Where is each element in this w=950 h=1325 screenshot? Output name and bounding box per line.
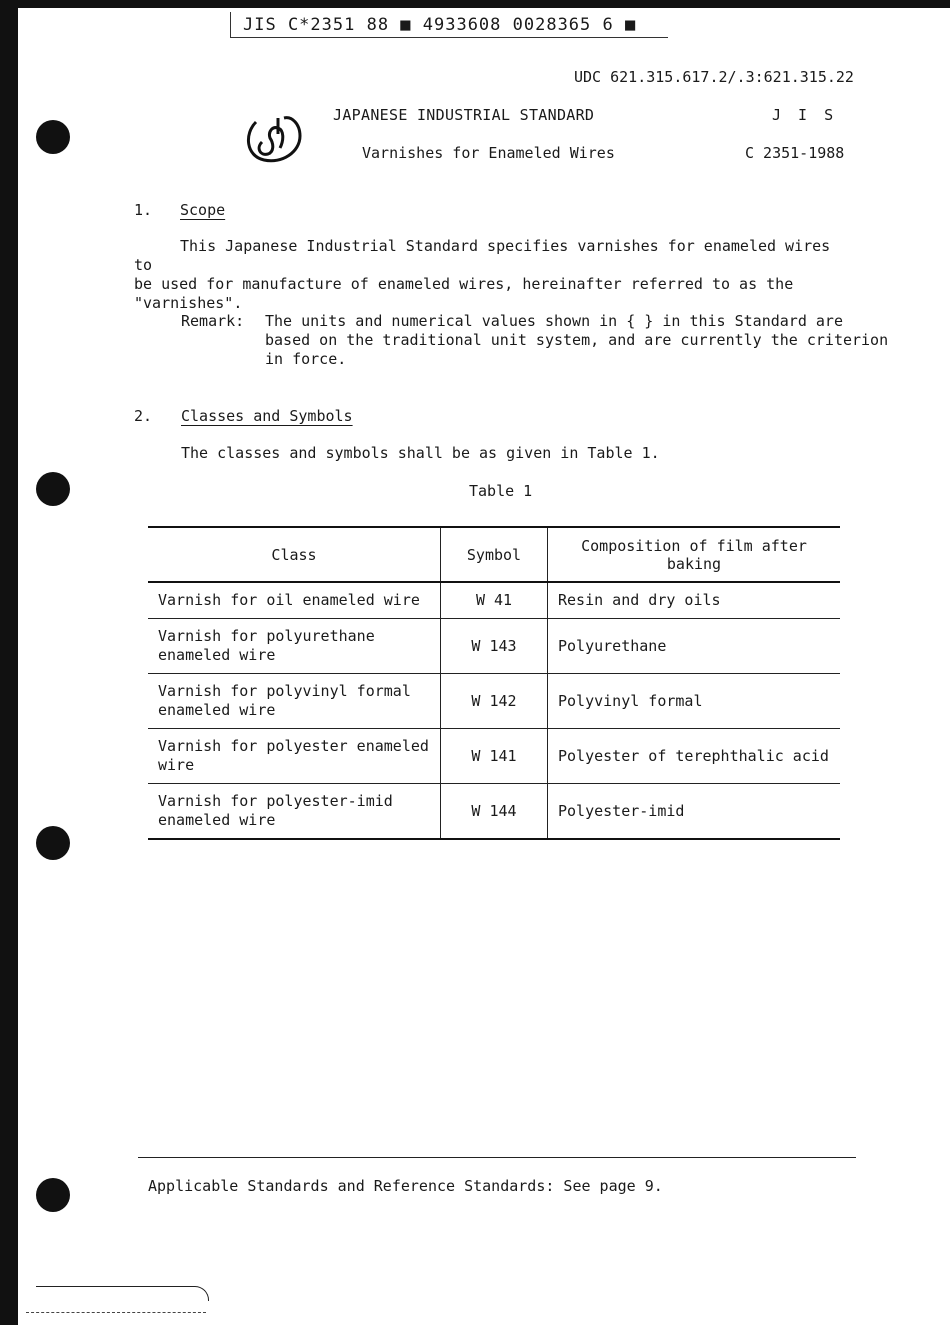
cell-class: Varnish for polyester enameled wire (148, 729, 441, 784)
column-header-symbol: Symbol (441, 527, 548, 582)
table-caption: Table 1 (469, 482, 533, 500)
footer-divider (138, 1157, 856, 1158)
remark-line: The units and numerical values shown in { } in this Standard are (265, 312, 843, 330)
scan-left-edge (0, 0, 18, 1325)
remark-line: based on the traditional unit system, and are currently the criterion (265, 331, 889, 349)
paragraph-line: be used for manufacture of enameled wires, hereinafter referred to as the (134, 275, 794, 293)
udc-classification: UDC 621.315.617.2/.3:621.315.22 (574, 68, 854, 86)
jis-label: J I S (772, 106, 838, 124)
table-row (148, 729, 840, 784)
cell-class: Varnish for polyurethane enameled wire (148, 619, 441, 674)
cell-class: Varnish for oil enameled wire (148, 582, 441, 619)
cell-symbol: W 144 (441, 784, 548, 840)
classes-table (148, 526, 840, 840)
remark-label: Remark: (181, 312, 245, 330)
cell-symbol: W 141 (441, 729, 548, 784)
jis-logo-icon (240, 108, 306, 168)
document-title: Varnishes for Enameled Wires (362, 144, 615, 162)
section-title-scope: Scope (180, 201, 226, 219)
standard-organization: JAPANESE INDUSTRIAL STANDARD (333, 106, 595, 124)
cell-symbol: W 142 (441, 674, 548, 729)
standard-number: C 2351-1988 (745, 144, 845, 162)
binder-hole (36, 472, 70, 506)
table-header-row (148, 527, 840, 582)
cell-composition: Polyester-imid (548, 784, 841, 840)
binder-hole (36, 120, 70, 154)
scan-dash-mark (26, 1312, 206, 1313)
scan-top-edge (0, 0, 950, 8)
cell-symbol: W 143 (441, 619, 548, 674)
cell-class: Varnish for polyester-imid enameled wire (148, 784, 441, 840)
footer-reference: Applicable Standards and Reference Standards: See page 9. (148, 1177, 663, 1195)
remark-text (265, 312, 889, 369)
scope-paragraph (134, 237, 834, 313)
column-header-class: Class (148, 527, 441, 582)
section-title-classes: Classes and Symbols (181, 407, 353, 425)
cell-composition: Polyvinyl formal (548, 674, 841, 729)
paragraph-line: "varnishes". (134, 294, 243, 312)
cell-composition: Resin and dry oils (548, 582, 841, 619)
table-row (148, 674, 840, 729)
cell-class: Varnish for polyvinyl formal enameled wire (148, 674, 441, 729)
section-number: 2. (134, 407, 153, 425)
remark-line: in force. (265, 350, 347, 368)
column-header-composition: Composition of film after baking (548, 527, 841, 582)
paragraph-line: This Japanese Industrial Standard specifies varnishes for enameled wires to (134, 237, 831, 274)
scan-corner-mark (36, 1286, 209, 1301)
section-number: 1. (134, 201, 153, 219)
table-row (148, 619, 840, 674)
document-header-code: JIS C*2351 88 ■ 4933608 0028365 6 ■ (230, 12, 668, 38)
binder-hole (36, 826, 70, 860)
classes-intro: The classes and symbols shall be as given in Table 1. (181, 444, 660, 462)
table-row (148, 582, 840, 619)
binder-hole (36, 1178, 70, 1212)
cell-symbol: W 41 (441, 582, 548, 619)
table-row (148, 784, 840, 840)
cell-composition: Polyurethane (548, 619, 841, 674)
cell-composition: Polyester of terephthalic acid (548, 729, 841, 784)
